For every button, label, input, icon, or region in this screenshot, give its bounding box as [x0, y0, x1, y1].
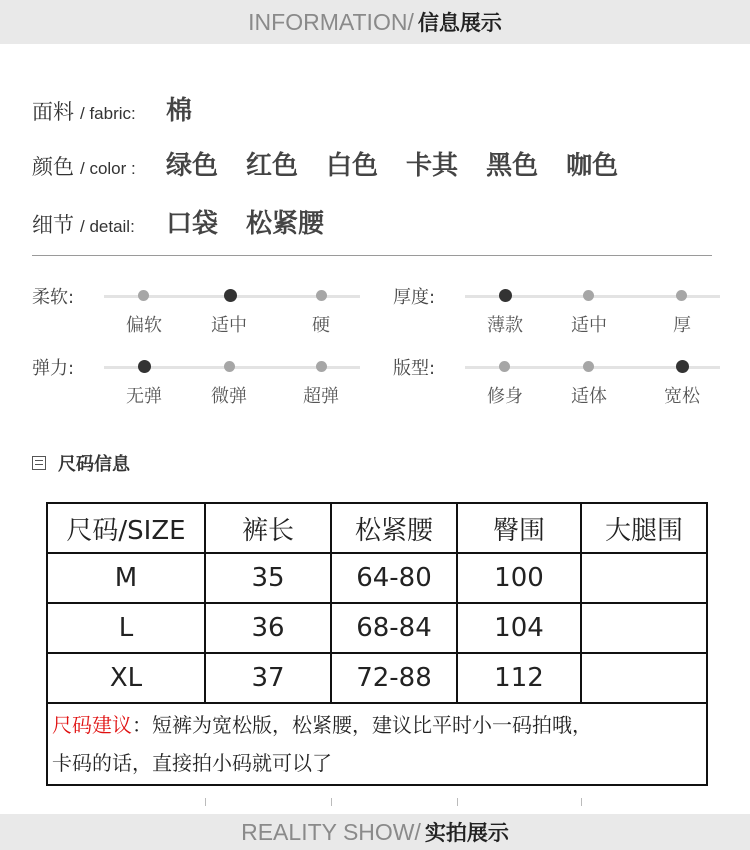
header-thigh: 大腿围 — [581, 503, 707, 553]
elasticity-label: 弹力: — [32, 358, 75, 379]
reality-show-banner — [0, 814, 750, 850]
color-label: 颜色 — [32, 155, 74, 179]
size-table — [46, 502, 708, 786]
scale-dot — [138, 290, 149, 301]
section-divider — [32, 255, 712, 256]
table-cell: 100 — [457, 553, 581, 603]
scale-dot — [676, 290, 687, 301]
color-row — [32, 145, 646, 182]
color-option: 白色 — [326, 151, 379, 181]
scale-option: 薄款 — [487, 315, 523, 336]
table-cell: 72-88 — [331, 653, 457, 703]
scale-dot — [224, 361, 235, 372]
table-icon — [32, 456, 46, 470]
table-cell: 112 — [457, 653, 581, 703]
table-cell: 36 — [205, 603, 331, 653]
scale-option: 偏软 — [126, 315, 162, 336]
table-column-stubs — [46, 798, 706, 808]
scale-option: 厚 — [673, 315, 691, 336]
table-cell: 64-80 — [331, 553, 457, 603]
detail-label: 细节 — [32, 213, 74, 237]
banner-bottom-title-en: REALITY SHOW/ — [241, 818, 421, 845]
table-header-row — [47, 503, 707, 553]
scale-option: 适中 — [571, 315, 607, 336]
detail-row — [32, 203, 352, 240]
table-row — [47, 653, 707, 703]
scale-option: 无弹 — [126, 386, 162, 407]
fabric-value: 棉 — [166, 96, 193, 126]
header-size: 尺码/SIZE — [47, 503, 205, 553]
banner-title-en: INFORMATION/ — [248, 8, 414, 35]
table-cell: 35 — [205, 553, 331, 603]
size-advice-row — [47, 703, 707, 785]
banner-title-zh: 信息展示 — [417, 11, 502, 35]
table-cell — [581, 603, 707, 653]
scale-option: 适中 — [211, 315, 247, 336]
fabric-row — [32, 90, 220, 127]
size-info-title: 尺码信息 — [58, 454, 130, 475]
table-row — [47, 603, 707, 653]
table-cell — [581, 553, 707, 603]
header-length: 裤长 — [205, 503, 331, 553]
scale-dot-selected — [138, 360, 151, 373]
scale-dot — [583, 361, 594, 372]
table-cell: L — [47, 603, 205, 653]
table-cell: 68-84 — [331, 603, 457, 653]
fabric-label-en: / fabric: — [80, 104, 136, 123]
color-label-en: / color : — [80, 159, 136, 178]
color-option: 红色 — [246, 151, 299, 181]
size-advice — [47, 703, 707, 785]
size-advice-text: ：短裤为宽松版，松紧腰，建议比平时小一码拍哦， — [132, 713, 592, 737]
scale-dot — [499, 361, 510, 372]
scale-option: 宽松 — [664, 386, 700, 407]
scale-option: 硬 — [312, 315, 330, 336]
size-advice-text-2: 卡码的话，直接拍小码就可以了 — [52, 751, 332, 775]
size-advice-label: 尺码建议 — [52, 713, 132, 737]
detail-value: 口袋 — [166, 209, 219, 239]
header-waist: 松紧腰 — [331, 503, 457, 553]
table-cell: 37 — [205, 653, 331, 703]
header-hip: 臀围 — [457, 503, 581, 553]
thickness-label: 厚度: — [393, 287, 436, 308]
fit-label: 版型: — [393, 358, 436, 379]
scale-dot — [316, 290, 327, 301]
table-row — [47, 553, 707, 603]
scale-dot — [583, 290, 594, 301]
detail-label-en: / detail: — [80, 217, 135, 236]
scale-option: 修身 — [487, 386, 523, 407]
color-option: 黑色 — [486, 151, 539, 181]
information-banner — [0, 0, 750, 44]
color-option: 卡其 — [406, 151, 459, 181]
scale-dot — [316, 361, 327, 372]
size-info-heading — [32, 450, 130, 476]
scale-dot-selected — [499, 289, 512, 302]
detail-value: 松紧腰 — [246, 209, 325, 239]
banner-bottom-title-zh: 实拍展示 — [424, 821, 509, 845]
table-cell: XL — [47, 653, 205, 703]
table-cell: M — [47, 553, 205, 603]
scale-dot-selected — [224, 289, 237, 302]
softness-label: 柔软: — [32, 287, 75, 308]
color-option: 绿色 — [166, 151, 219, 181]
table-cell — [581, 653, 707, 703]
scale-option: 超弹 — [303, 386, 339, 407]
scale-dot-selected — [676, 360, 689, 373]
color-option: 咖色 — [566, 151, 619, 181]
scale-option: 微弹 — [211, 386, 247, 407]
scale-option: 适体 — [571, 386, 607, 407]
table-cell: 104 — [457, 603, 581, 653]
fabric-label: 面料 — [32, 100, 74, 124]
